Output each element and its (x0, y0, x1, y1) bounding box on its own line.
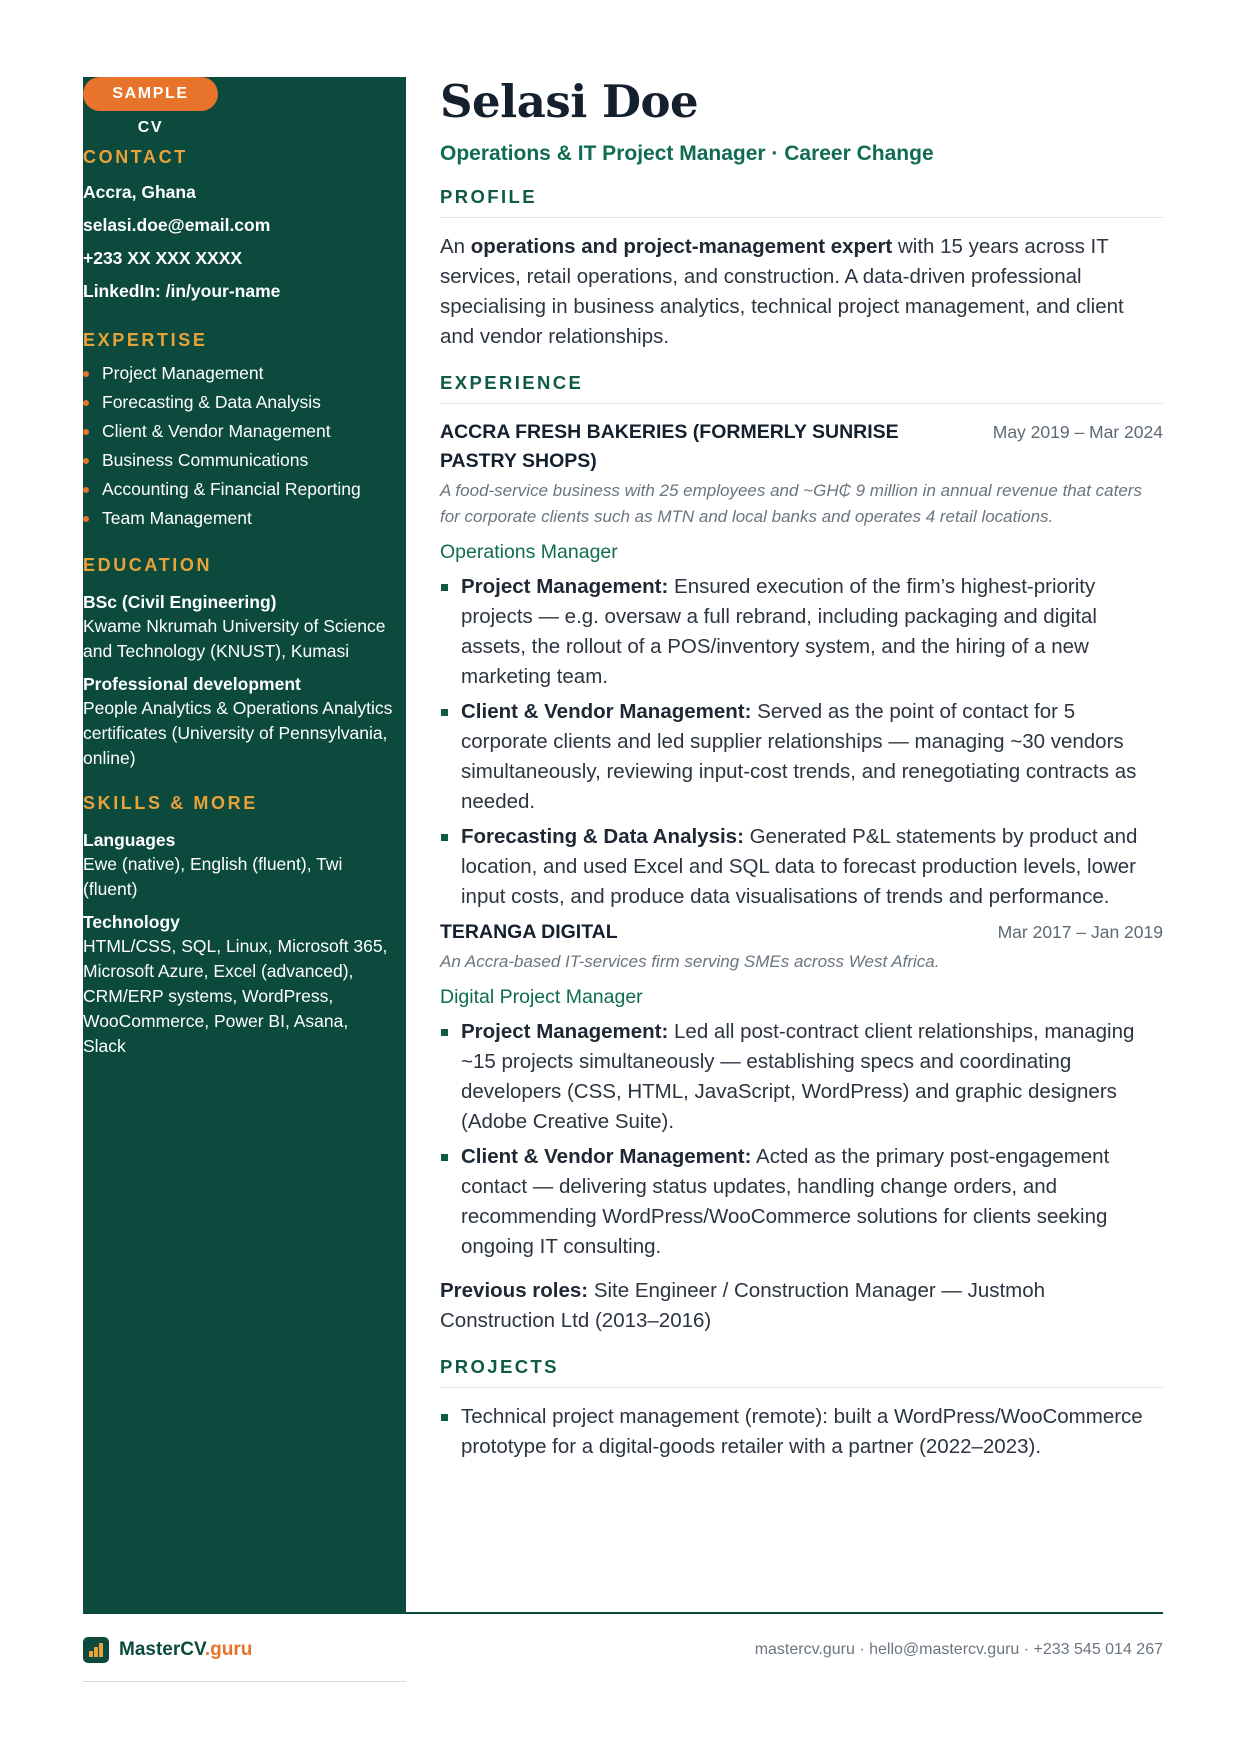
main-column (440, 72, 1163, 1467)
contact-location: Accra, Ghana (83, 182, 196, 202)
technology-title: Technology (83, 912, 180, 932)
prof-dev-text: People Analytics & Operations Analytics certificates (University of Pennsylvania, online) (83, 698, 393, 768)
degree-title: BSc (Civil Engineering) (83, 592, 277, 612)
job-bullet: Client & Vendor Management: Served as the point of contact for 5 corporate clients and led supplier relationships — managing ~30 vendors simultaneously, reviewing input-cost trends, and renegotiating contracts as needed. (440, 697, 1163, 817)
company-description: A food-service business with 25 employees and ~GH₵ 9 million in annual revenue that caters for corporate clients such as MTN and local banks and operates 4 retail locations. (440, 481, 1142, 526)
education-heading: EDUCATION (83, 555, 213, 575)
logo-text: MasterCV.guru (119, 1639, 253, 1660)
previous-roles: Previous roles: Site Engineer / Construction Manager — Justmoh Construction Ltd (2013–2016) (440, 1279, 1046, 1332)
profile-heading: PROFILE (440, 186, 1163, 218)
candidate-name: Selasi Doe (440, 75, 699, 128)
job-bullet: Project Management: Ensured execution of the firm’s highest-priority projects — e.g. oversaw a full rebrand, including packaging and digital assets, the rollout of a POS/inventory system, and the hiring of a new marketing team. (440, 572, 1163, 692)
expertise-list (83, 359, 393, 533)
company-description: An Accra-based IT-services firm serving SMEs across West Africa. (440, 952, 940, 971)
job-bullet: Forecasting & Data Analysis: Generated P&L statements by product and location, and used Excel and SQL data to forecast production levels, lower input costs, and produce data visualisations of trends and performance. (440, 822, 1163, 912)
footer-logo[interactable] (83, 1637, 252, 1663)
expertise-item: Business Communications (83, 446, 393, 475)
contact-email[interactable]: selasi.doe@email.com (83, 215, 271, 235)
job-bullets (440, 572, 1163, 912)
job-role: Digital Project Manager (440, 986, 643, 1008)
expertise-heading: EXPERTISE (83, 330, 208, 350)
contact-linkedin[interactable]: LinkedIn: /in/your-name (83, 281, 281, 301)
experience-heading: EXPERIENCE (440, 372, 1163, 404)
expertise-item: Project Management (83, 359, 393, 388)
languages-text: Ewe (native), English (fluent), Twi (fluent) (83, 854, 343, 899)
projects-list (440, 1402, 1163, 1462)
sample-cv-badge: SAMPLE CV (83, 77, 218, 111)
project-item: Technical project management (remote): built a WordPress/WooCommerce prototype for a digital-goods retailer with a partner (2022–2023). (440, 1402, 1163, 1462)
contact-heading: CONTACT (83, 147, 188, 167)
footer-divider (83, 1612, 1163, 1614)
company-name: ACCRA FRESH BAKERIES (FORMERLY SUNRISE PASTRY SHOPS) (440, 421, 899, 472)
footer-underline (83, 1681, 406, 1682)
company-name: TERANGA DIGITAL (440, 921, 618, 943)
job-bullet: Client & Vendor Management: Acted as the primary post-engagement contact — delivering status updates, handling change orders, and recommending WordPress/WooCommerce solutions for clients seeking ongoing IT consulting. (440, 1142, 1163, 1262)
job-entry (440, 918, 1163, 1262)
job-dates: May 2019 – Mar 2024 (992, 422, 1163, 442)
job-dates: Mar 2017 – Jan 2019 (997, 922, 1163, 942)
languages-title: Languages (83, 830, 176, 850)
sidebar-content (83, 147, 393, 1059)
prof-dev-title: Professional development (83, 674, 301, 694)
candidate-subtitle: Operations & IT Project Manager · Career Change (440, 142, 934, 165)
mastercv-logo-icon (83, 1637, 109, 1663)
job-bullet: Project Management: Led all post-contract client relationships, managing ~15 projects simultaneously — establishing specs and coordinating developers (CSS, HTML, JavaScript, WordPress) and graphic designers (Adobe Creative Suite). (440, 1017, 1163, 1137)
expertise-item: Accounting & Financial Reporting (83, 475, 393, 504)
footer-contact: mastercv.guru · hello@mastercv.guru · +233 545 014 267 (754, 1641, 1163, 1658)
job-bullets (440, 1017, 1163, 1262)
degree-school: Kwame Nkrumah University of Science and Technology (KNUST), Kumasi (83, 616, 386, 661)
projects-heading: PROJECTS (440, 1356, 1163, 1388)
contact-list (83, 176, 393, 308)
skills-heading: SKILLS & MORE (83, 793, 258, 813)
contact-phone[interactable]: +233 XX XXX XXXX (83, 248, 243, 268)
profile-bold: operations and project-management expert (470, 235, 893, 258)
technology-text: HTML/CSS, SQL, Linux, Microsoft 365, Microsoft Azure, Excel (advanced), CRM/ERP systems, WordPress, WooCommerce, Power BI, Asana, Slack (83, 936, 388, 1056)
expertise-item: Client & Vendor Management (83, 417, 393, 446)
expertise-item: Forecasting & Data Analysis (83, 388, 393, 417)
profile-text: An operations and project-management expert with 15 years across IT services, retail operations, and construction. A data-driven professional specialising in business analytics, technical project management, and client and vendor relationships. (440, 235, 1124, 348)
expertise-item: Team Management (83, 504, 393, 533)
job-entry (440, 418, 1163, 912)
job-role: Operations Manager (440, 541, 618, 563)
